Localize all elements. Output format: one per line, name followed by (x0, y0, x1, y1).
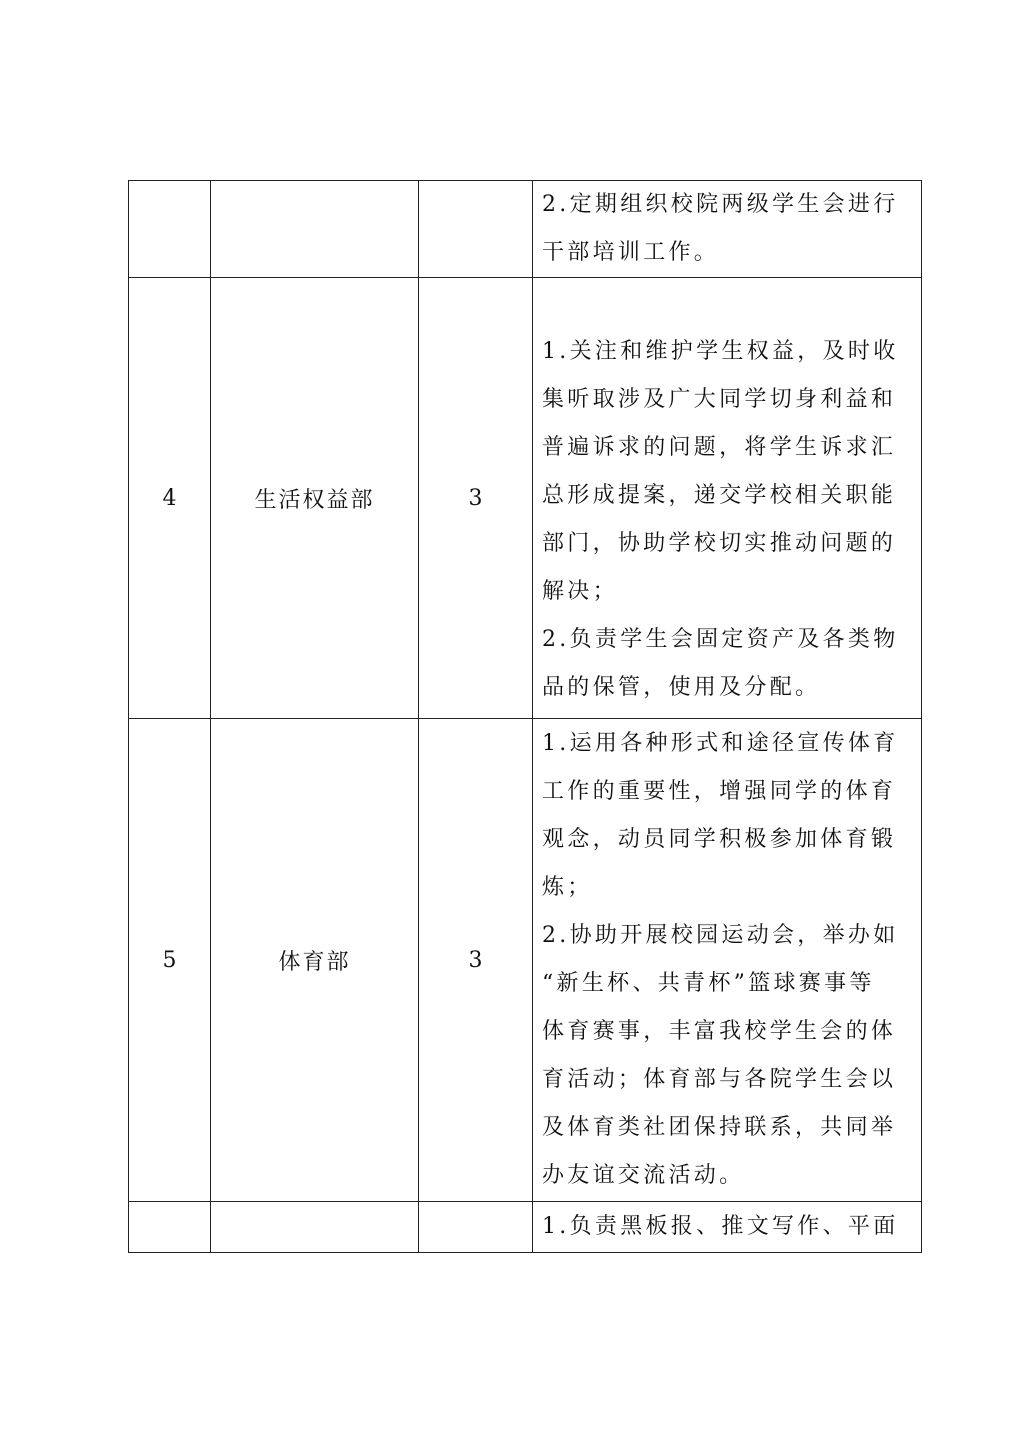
table-row (129, 278, 922, 719)
duty-line: 炼； (542, 875, 593, 900)
duty-description-cell (533, 1202, 922, 1253)
table-row (129, 1202, 922, 1253)
duty-line: “新生杯、共青杯”篮球赛事等 (542, 971, 875, 996)
member-count-cell: 3 (419, 278, 533, 719)
department-name-cell: 生活权益部 (211, 278, 419, 719)
duty-line: 1.负责黑板报、推文写作、平面 (542, 1214, 899, 1239)
duty-line: 及体育类社团保持联系，共同举 (542, 1115, 897, 1140)
department-duties-table (128, 180, 922, 1253)
duty-line: 品的保管，使用及分配。 (542, 675, 821, 700)
row-number-cell: 5 (129, 719, 211, 1202)
duty-line: 2.协助开展校园运动会，举办如 (542, 923, 899, 948)
table-row (129, 719, 922, 1202)
duty-line: 干部培训工作。 (542, 240, 720, 265)
row-number-cell: 4 (129, 278, 211, 719)
duty-line: 1.关注和维护学生权益，及时收 (542, 339, 899, 364)
row-number-cell (129, 181, 211, 278)
duty-line: 总形成提案，递交学校相关职能 (542, 483, 897, 508)
member-count-cell: 3 (419, 719, 533, 1202)
duty-line: 育活动；体育部与各院学生会以 (542, 1067, 897, 1092)
duty-line: 2.定期组织校院两级学生会进行 (542, 192, 899, 217)
table-row (129, 181, 922, 278)
member-count-cell (419, 1202, 533, 1253)
duty-description-cell (533, 719, 922, 1202)
duty-line: 工作的重要性，增强同学的体育 (542, 779, 897, 804)
duty-line: 部门，协助学校切实推动问题的 (542, 531, 897, 556)
department-name-cell: 体育部 (211, 719, 419, 1202)
duty-line: 1.运用各种形式和途径宣传体育 (542, 731, 899, 756)
duty-line: 体育赛事，丰富我校学生会的体 (542, 1019, 897, 1044)
duty-description-cell (533, 278, 922, 719)
duty-line: 2.负责学生会固定资产及各类物 (542, 627, 899, 652)
duty-line: 普遍诉求的问题，将学生诉求汇 (542, 435, 897, 460)
department-name-cell (211, 1202, 419, 1253)
duty-line: 观念，动员同学积极参加体育锻 (542, 827, 897, 852)
row-number-cell (129, 1202, 211, 1253)
duty-line: 集听取涉及广大同学切身利益和 (542, 387, 897, 412)
duty-line: 办友谊交流活动。 (542, 1163, 745, 1188)
duty-line: 解决； (542, 579, 618, 604)
duty-description-cell (533, 181, 922, 278)
department-name-cell (211, 181, 419, 278)
member-count-cell (419, 181, 533, 278)
